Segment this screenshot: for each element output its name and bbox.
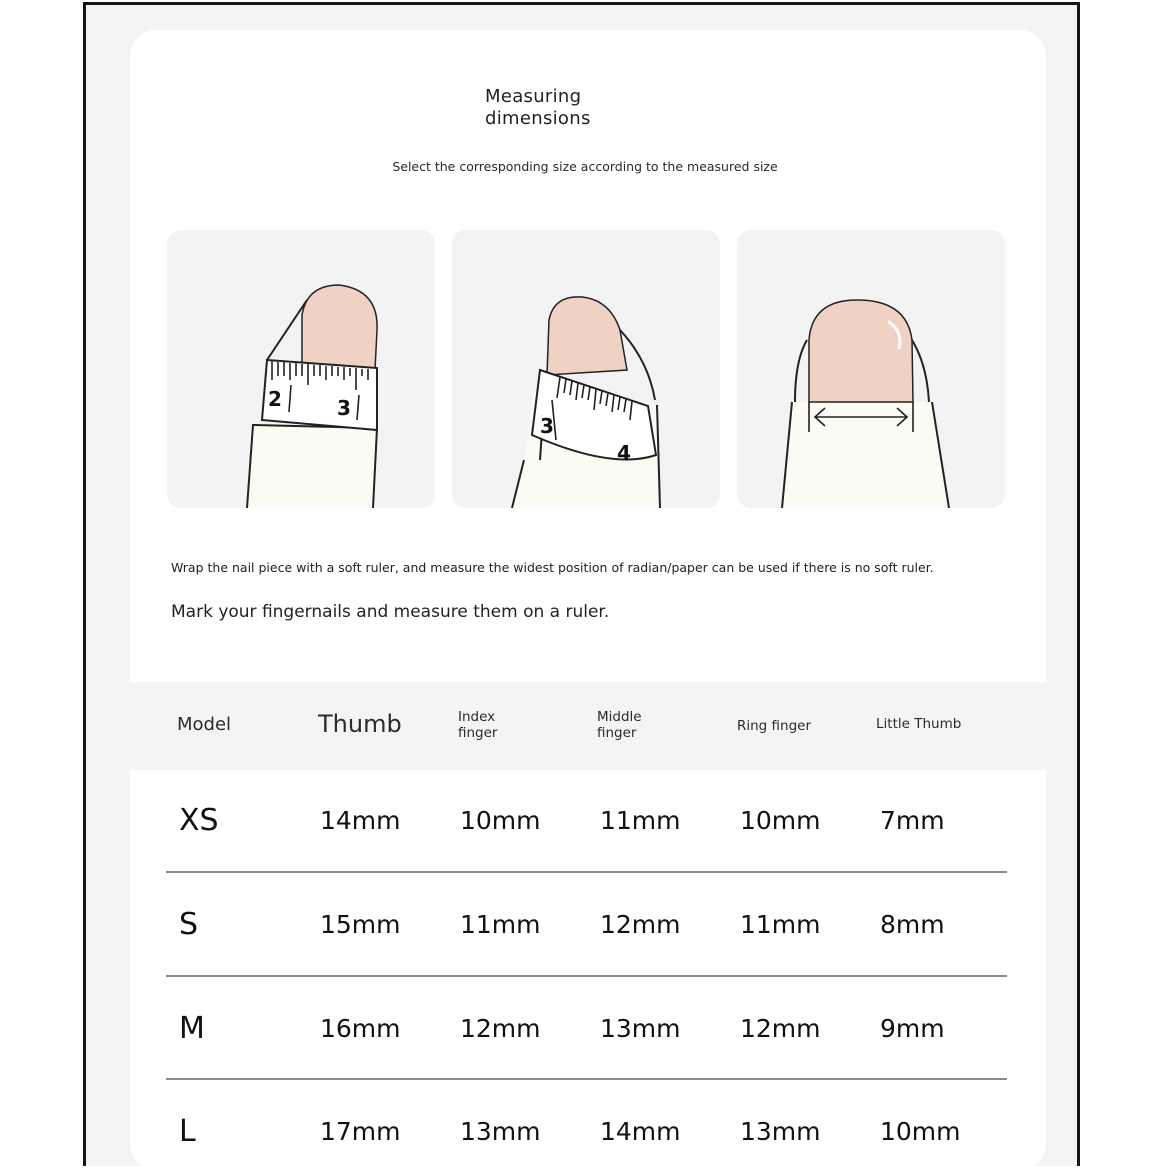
- row-m-ring: 12mm: [740, 1014, 821, 1043]
- page-title: Measuring dimensions: [485, 86, 591, 129]
- ruler-mark-2: 2: [268, 387, 282, 411]
- row-l-model: L: [179, 1114, 196, 1149]
- row-xs-ring: 10mm: [740, 806, 821, 835]
- row-m-middle: 13mm: [600, 1014, 681, 1043]
- row-m-thumb: 16mm: [320, 1014, 401, 1043]
- row-xs-index: 10mm: [460, 806, 541, 835]
- row-separator: [166, 975, 1007, 977]
- content-card: [130, 30, 1046, 1170]
- row-s-index: 11mm: [460, 910, 541, 939]
- row-separator: [166, 1078, 1007, 1080]
- mark-instruction: Mark your fingernails and measure them on a ruler.: [171, 602, 610, 622]
- ruler-mark-3b: 3: [540, 414, 554, 438]
- finger-ruler-illustration: [452, 230, 720, 508]
- ruler-mark-3: 3: [337, 396, 351, 420]
- row-s-little: 8mm: [880, 910, 945, 939]
- row-l-little: 10mm: [880, 1117, 961, 1146]
- header-ring-finger: Ring finger: [737, 718, 812, 734]
- row-l-middle: 14mm: [600, 1117, 681, 1146]
- row-m-index: 12mm: [460, 1014, 541, 1043]
- illustration-thumb-ruler: [167, 230, 435, 508]
- header-little-thumb: Little Thumb: [876, 716, 962, 732]
- row-separator: [166, 871, 1007, 873]
- header-middle-finger: Middle finger: [597, 709, 642, 741]
- header-index-finger: Index finger: [458, 709, 498, 741]
- row-xs-model: XS: [179, 803, 219, 838]
- thumb-ruler-illustration: [167, 230, 435, 508]
- row-m-little: 9mm: [880, 1014, 945, 1043]
- row-xs-middle: 11mm: [600, 806, 681, 835]
- row-xs-thumb: 14mm: [320, 806, 401, 835]
- nail-width-illustration: [737, 230, 1005, 508]
- row-s-ring: 11mm: [740, 910, 821, 939]
- illustration-nail-width: [737, 230, 1005, 508]
- row-l-thumb: 17mm: [320, 1117, 401, 1146]
- row-s-thumb: 15mm: [320, 910, 401, 939]
- row-l-ring: 13mm: [740, 1117, 821, 1146]
- row-xs-little: 7mm: [880, 806, 945, 835]
- ruler-mark-4: 4: [617, 441, 631, 465]
- row-l-index: 13mm: [460, 1117, 541, 1146]
- row-s-model: S: [179, 907, 199, 942]
- wrap-instruction: Wrap the nail piece with a soft ruler, and measure the widest position of radian/paper can be used if there is no soft ruler.: [171, 560, 934, 575]
- row-m-model: M: [179, 1011, 205, 1046]
- row-s-middle: 12mm: [600, 910, 681, 939]
- page-subtitle: Select the corresponding size according to the measured size: [392, 159, 778, 174]
- illustration-finger-ruler: [452, 230, 720, 508]
- header-model: Model: [177, 714, 232, 735]
- header-thumb: Thumb: [318, 710, 402, 738]
